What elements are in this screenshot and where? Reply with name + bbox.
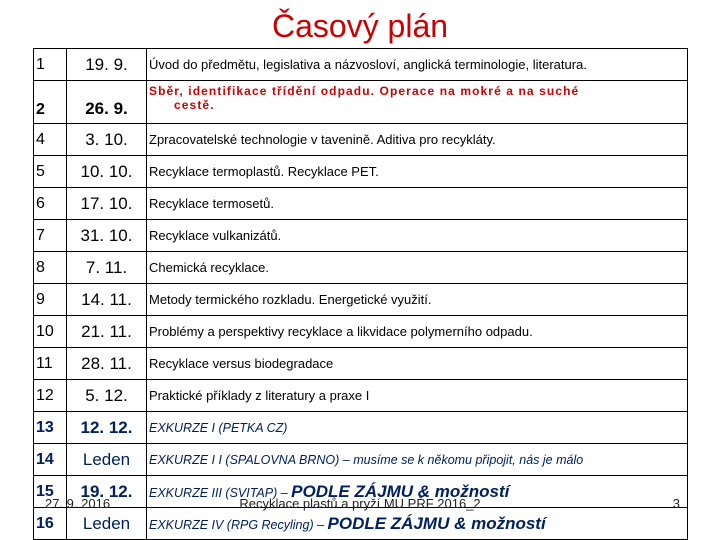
- row-date: 28. 11.: [67, 348, 147, 380]
- table-row: [34, 220, 688, 252]
- row-topic: EXKURZE I I (SPALOVNA BRNO) – musíme se k někomu připojit, nás je málo: [147, 444, 688, 476]
- table-row: [34, 412, 688, 444]
- row-number: 6: [34, 188, 67, 220]
- row-date: 5. 12.: [67, 380, 147, 412]
- table-row: [34, 188, 688, 220]
- row-topic: Metody termického rozkladu. Energetické využití.: [147, 284, 688, 316]
- table-row: [34, 508, 688, 540]
- row-date: 31. 10.: [67, 220, 147, 252]
- footer-date: 27. 9. 2016: [45, 496, 111, 511]
- row-date: 12. 12.: [67, 412, 147, 444]
- row-date: 21. 11.: [67, 316, 147, 348]
- row-number: 15: [34, 476, 67, 508]
- row-number: 12: [34, 380, 67, 412]
- row-number: 8: [34, 252, 67, 284]
- row-topic-prefix: EXKURZE IV (RPG Recyling) –: [149, 517, 328, 532]
- row-number: 14: [34, 444, 67, 476]
- row-topic: Chemická recyklace.: [147, 252, 688, 284]
- row-topic: Zpracovatelské technologie v tavenině. Aditiva pro recykláty.: [147, 124, 688, 156]
- schedule-table: [33, 48, 688, 540]
- row-date: 14. 11.: [67, 284, 147, 316]
- row-topic: EXKURZE I (PETKA CZ): [147, 412, 688, 444]
- table-row: [34, 81, 688, 124]
- row-number: 13: [34, 412, 67, 444]
- row-date: 19. 12.: [67, 476, 147, 508]
- table-row: [34, 124, 688, 156]
- row-date: 19. 9.: [67, 49, 147, 81]
- row-date: 10. 10.: [67, 156, 147, 188]
- row-topic: Praktické příklady z literatury a praxe I: [147, 380, 688, 412]
- row-date: 7. 11.: [67, 252, 147, 284]
- footer-course-title: Recyklace plastů a pryží MU PŘF 2016_2: [239, 496, 481, 511]
- row-topic: Recyklace vulkanizátů.: [147, 220, 688, 252]
- row-date: 17. 10.: [67, 188, 147, 220]
- table-row: [34, 252, 688, 284]
- row-number: 2: [34, 81, 67, 124]
- row-topic: Recyklace versus biodegradace: [147, 348, 688, 380]
- row-topic-line2: cestě.: [174, 98, 215, 112]
- row-number: 4: [34, 124, 67, 156]
- row-number: 1: [34, 49, 67, 81]
- row-number: 5: [34, 156, 67, 188]
- table-row: [34, 284, 688, 316]
- table-row: [34, 348, 688, 380]
- row-topic-emphasis: PODLE ZÁJMU & možností: [291, 481, 510, 501]
- table-row: [34, 444, 688, 476]
- table-row: [34, 316, 688, 348]
- row-number: 7: [34, 220, 67, 252]
- table-row: [34, 380, 688, 412]
- row-topic: Problémy a perspektivy recyklace a likvidace polymerního odpadu.: [147, 316, 688, 348]
- row-number: 9: [34, 284, 67, 316]
- row-number: 10: [34, 316, 67, 348]
- row-date: Leden: [67, 508, 147, 540]
- row-date: Leden: [67, 444, 147, 476]
- row-date: 26. 9.: [67, 81, 147, 124]
- row-topic: [147, 508, 688, 540]
- row-topic-emphasis: PODLE ZÁJMU & možností: [327, 513, 546, 533]
- row-topic: Recyklace termosetů.: [147, 188, 688, 220]
- footer-page-number: 3: [672, 496, 680, 511]
- row-date: 3. 10.: [67, 124, 147, 156]
- row-topic: Recyklace termoplastů. Recyklace PET.: [147, 156, 688, 188]
- row-number: 11: [34, 348, 67, 380]
- row-topic-prefix: EXKURZE III (SVITAP) –: [149, 485, 292, 500]
- row-number: 16: [34, 508, 67, 540]
- row-topic: [147, 81, 688, 124]
- table-row: [34, 156, 688, 188]
- row-topic: Úvod do předmětu, legislativa a názvosloví, anglická terminologie, literatura.: [147, 49, 688, 81]
- page-title: Časový plán: [271, 8, 449, 44]
- row-topic-line1: Sběr, identifikace třídění odpadu. Operace na mokré a na suché: [149, 84, 580, 98]
- table-row: [34, 49, 688, 81]
